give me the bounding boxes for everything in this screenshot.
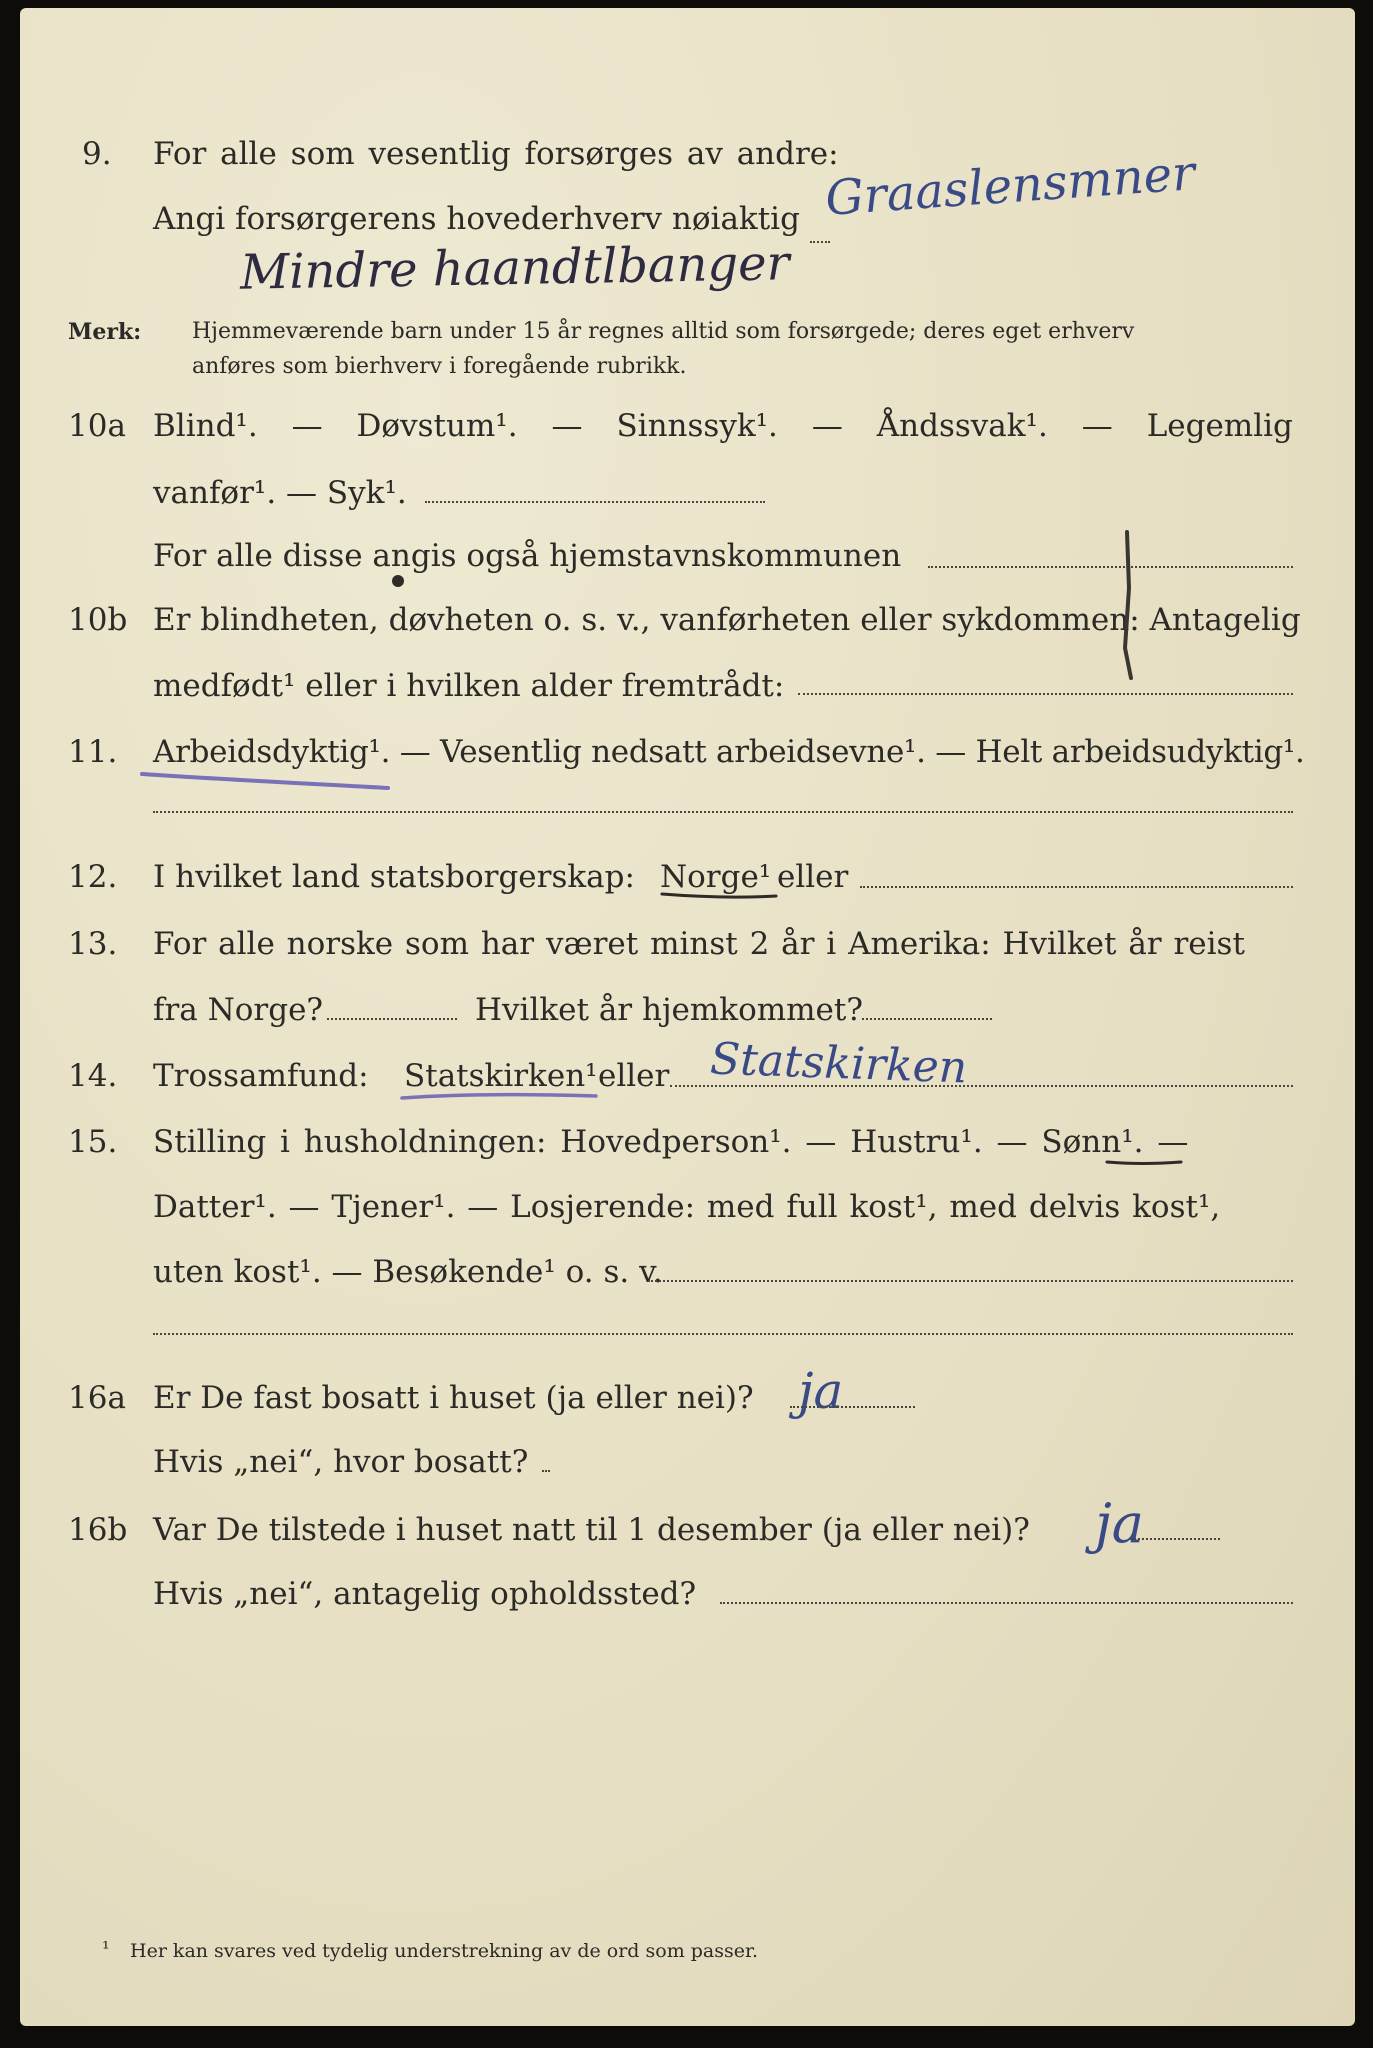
q11-number: 11. (68, 734, 118, 770)
q10a-blind: Blind¹. (153, 408, 258, 444)
q12-underline (660, 890, 780, 904)
q10a-dovstum: Døvstum¹. (356, 408, 518, 444)
footnote-mark: ¹ (102, 1938, 110, 1960)
q11-violet-underline (138, 768, 398, 798)
q9-line1: For alle som vesentlig forsørges av andre: (153, 136, 839, 172)
q15-line1: Stilling i husholdningen: Hovedperson¹. — Hustru¹. — Sønn¹. — (153, 1124, 1189, 1160)
q13-reist-fill-line (327, 1018, 457, 1020)
q10a-line3: For alle disse angis også hjemstavnskommunen (153, 538, 902, 574)
q15-fill-line (648, 1280, 1293, 1282)
q15-number: 15. (68, 1124, 118, 1160)
q12-fill-line (860, 886, 1293, 888)
q14-option-statskirken: Statskirken¹ (404, 1058, 598, 1094)
q9-fill-line (810, 241, 830, 243)
q16a-line1: Er De fast bosatt i huset (ja eller nei)? (153, 1380, 754, 1416)
footnote-text: Her kan svares ved tydelig understrekning av de ord som passer. (130, 1940, 759, 1962)
q16b-fill-line (1130, 1538, 1220, 1540)
q9-number: 9. (82, 136, 112, 172)
q15-line2: Datter¹. — Tjener¹. — Losjerende: med full kost¹, med delvis kost¹, (153, 1189, 1221, 1225)
q10a-legemlig: Legemlig (1146, 408, 1293, 444)
q14-handwritten-religion: Statskirken (709, 1033, 968, 1094)
q10a-fill-line (425, 501, 765, 503)
merk-label: Merk: (68, 319, 142, 345)
q16b-handwritten-answer: ja (1095, 1492, 1144, 1555)
q15-sonn-underline (1105, 1158, 1185, 1170)
q10a-dash: — (1081, 408, 1113, 444)
pencil-mark (1115, 528, 1145, 688)
q16b-number: 16b (68, 1512, 128, 1548)
q11-line1: Arbeidsdyktig¹. — Vesentlig nedsatt arbeidsevne¹. — Helt arbeidsudyktig¹. (153, 734, 1305, 770)
q10a-sinnssyk: Sinnssyk¹. (616, 408, 778, 444)
q10a-number: 10a (68, 408, 126, 444)
ink-spot (390, 573, 410, 593)
q11-fill-line (153, 811, 1293, 813)
q14-violet-underline (400, 1090, 600, 1110)
q16a-line2: Hvis „nei“, hvor bosatt? (153, 1444, 529, 1480)
census-form-page (20, 8, 1355, 2026)
q10b-number: 10b (68, 602, 128, 638)
q13-number: 13. (68, 926, 118, 962)
q10a-line2: vanfør¹. — Syk¹. (153, 475, 407, 511)
q14-number: 14. (68, 1058, 118, 1094)
merk-line2: anføres som bierhverv i foregående rubrikk. (192, 354, 687, 379)
q15-extra-fill-line (153, 1333, 1293, 1335)
q10b-fill-line (798, 693, 1293, 695)
q10a-andssvak: Åndssvak¹. (876, 408, 1048, 444)
merk-line1: Hjemmeværende barn under 15 år regnes alltid som forsørgede; deres eget erhverv (192, 319, 1135, 344)
q10b-line2: medfødt¹ eller i hvilken alder fremtrådt: (153, 668, 785, 704)
q10a-dash: — (551, 408, 583, 444)
q12-eller: eller (777, 859, 849, 895)
q16b-opholdssted-fill-line (720, 1602, 1293, 1604)
q16b-line1: Var De tilstede i huset natt til 1 desember (ja eller nei)? (153, 1512, 1030, 1548)
q13-hjemkommet-fill-line (862, 1018, 992, 1020)
q16a-number: 16a (68, 1380, 126, 1416)
q16b-line2: Hvis „nei“, antagelig opholdssted? (153, 1576, 697, 1612)
q9-handwritten-occupation: Graaslensmner (823, 145, 1197, 227)
q10a-dash: — (811, 408, 843, 444)
q12-number: 12. (68, 859, 118, 895)
q16a-fill-line (790, 1406, 915, 1408)
q12-label: I hvilket land statsborgerskap: (153, 859, 635, 895)
q16a-handwritten-answer: ja (798, 1362, 844, 1420)
q13-line1: For alle norske som har været minst 2 år i Amerika: Hvilket år reist (153, 926, 1245, 962)
q9-line2: Angi forsørgerens hovederhverv nøiaktig (153, 201, 800, 237)
q12-option-norge: Norge¹ (660, 859, 772, 895)
q10a-line1 (153, 408, 1293, 444)
q10a-dash: — (291, 408, 323, 444)
q10a-hjemstavn-fill-line (928, 566, 1293, 568)
q13-line2b: Hvilket år hjemkommet? (475, 992, 863, 1028)
q14-label: Trossamfund: (153, 1058, 369, 1094)
q10b-line1: Er blindheten, døvheten o. s. v., vanførheten eller sykdommen: Antagelig (153, 602, 1301, 638)
q13-line2a: fra Norge? (153, 992, 324, 1028)
q14-eller: eller (598, 1058, 670, 1094)
q15-line3: uten kost¹. — Besøkende¹ o. s. v. (153, 1254, 663, 1290)
q9-handwritten-detail: Mindre haandtlbanger (239, 235, 790, 301)
q16a-bosatt-fill-line (542, 1470, 550, 1472)
